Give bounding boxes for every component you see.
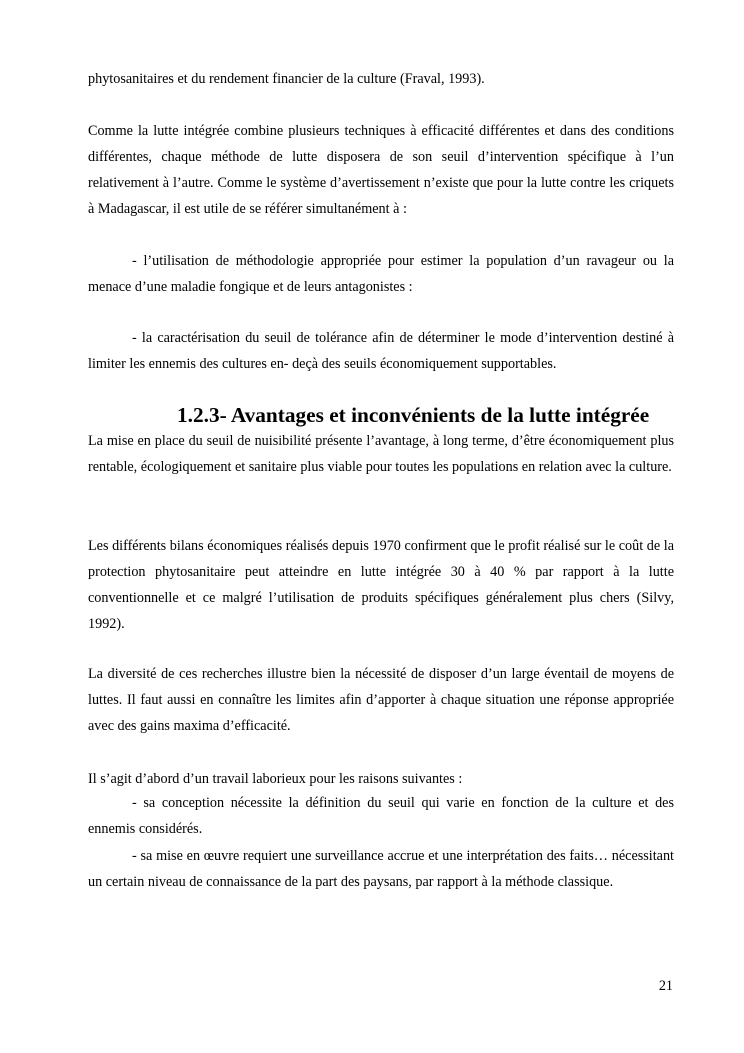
page-number: 21 [658,978,673,994]
paragraph-avantage: La mise en place du seuil de nuisibilité présente l’avantage, à long terme, d’être économiquement plus rentable, écologiquement et sanitaire plus viable pour toutes les populations en relation avec la culture. [88,433,674,475]
paragraph-mise-en-oeuvre: - sa mise en œuvre requiert une surveillance accrue et une interprétation des faits… nécessitant un certain niveau de connaissance de la part des paysans, par rapport à la méthode classique. [88,848,674,890]
paragraph-continuation: phytosanitaires et du rendement financier de la culture (Fraval, 1993). [88,71,485,87]
paragraph-bilans-economiques: Les différents bilans économiques réalisés depuis 1970 confirment que le profit réalisé sur le coût de la protection phytosanitaire peut atteindre en lutte intégrée 30 à 40 % par rapport à la lutte conventionnelle et ce malgré l’utilisation de produits spécifiques généralement plus chers (Silvy, 1992). [88,538,674,632]
paragraph-travail-laborieux: Il s’agit d’abord d’un travail laborieux pour les raisons suivantes : [88,771,463,787]
paragraph-methodologie: - l’utilisation de méthodologie appropriée pour estimer la population d’un ravageur ou la menace d’une maladie fongique et de leurs antagonistes : [88,253,674,295]
document-page [88,0,674,1053]
section-heading: 1.2.3- Avantages et inconvénients de la lutte intégrée [177,403,650,427]
paragraph-conception: - sa conception nécessite la définition du seuil qui varie en fonction de la culture et des ennemis considérés. [88,795,674,837]
paragraph-diversite: La diversité de ces recherches illustre bien la nécessité de disposer d’un large éventail de moyens de luttes. Il faut aussi en connaître les limites afin d’apporter à chaque situation une réponse appropriée avec des gains maxima d’efficacité. [88,666,674,734]
paragraph-lutte-integree: Comme la lutte intégrée combine plusieurs techniques à efficacité différentes et dans des conditions différentes, chaque méthode de lutte disposera de son seuil d’intervention spécifique à l’un relativement à l’autre. Comme le système d’avertissement n’existe que pour la lutte contre les criquets à Madagascar, il est utile de se référer simultanément à : [88,123,674,217]
paragraph-seuil-tolerance: - la caractérisation du seuil de tolérance afin de déterminer le mode d’intervention destiné à limiter les ennemis des cultures en- deçà des seuils économiquement supportables. [88,330,674,372]
